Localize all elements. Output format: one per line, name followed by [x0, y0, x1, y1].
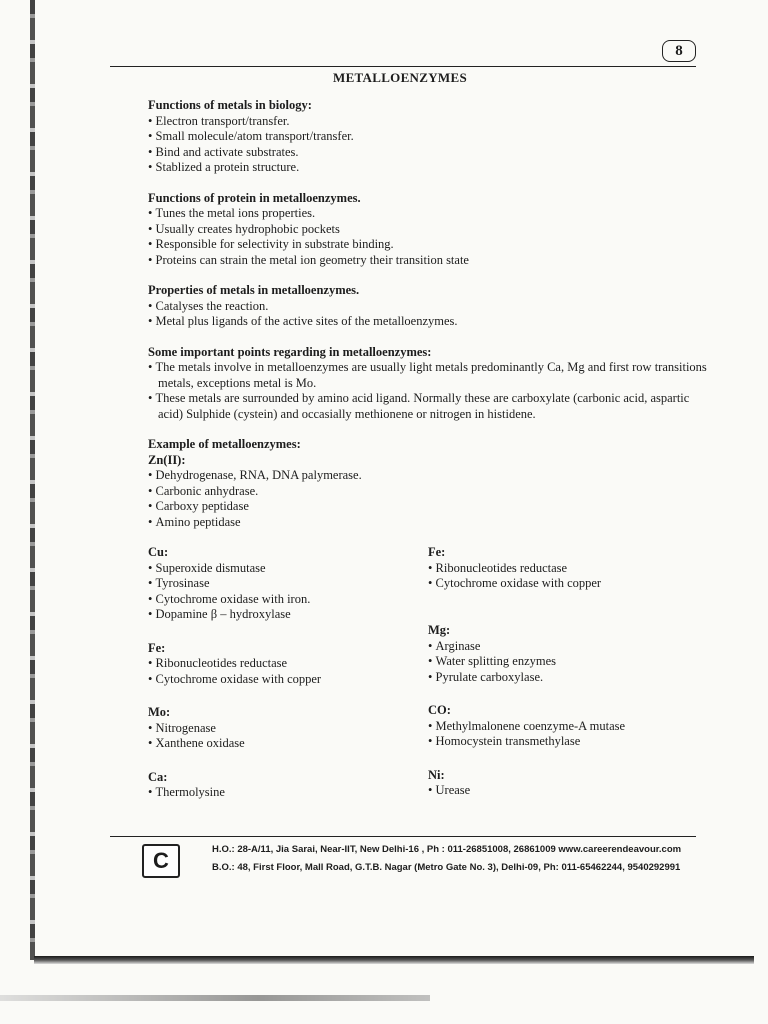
header-rule	[110, 66, 696, 67]
list-item: • Dehydrogenase, RNA, DNA palymerase.	[148, 468, 708, 484]
metal-group-mg	[428, 623, 708, 685]
scan-bottom-edge	[34, 956, 754, 964]
metal-group-co	[428, 703, 708, 750]
section-heading: Example of metalloenzymes:	[148, 437, 301, 451]
metal-group-ni	[428, 768, 708, 812]
footer-branch-office: B.O.: 48, First Floor, Mall Road, G.T.B. Nagar (Metro Gate No. 3), Delhi-09, Ph: 011-65462244, 9540292991	[212, 862, 681, 873]
list-item: • Water splitting enzymes	[428, 654, 708, 670]
metal-group-cu	[148, 545, 428, 623]
scan-bottom-artifact	[0, 995, 430, 1001]
footer-head-office: H.O.: 28-A/11, Jia Sarai, Near-IIT, New Delhi-16 , Ph : 011-26851008, 26861009 www.careerendeavour.com	[212, 844, 682, 855]
list-item: • Carbonic anhydrase.	[148, 484, 708, 500]
list-item: • Carboxy peptidase	[148, 499, 708, 515]
section-examples	[148, 437, 708, 530]
metal-label: Fe:	[148, 640, 166, 655]
list-item: • Nitrogenase	[148, 721, 428, 737]
metal-label: Mo:	[148, 705, 171, 719]
metal-label: CO:	[428, 703, 451, 717]
list-item: • Proteins can strain the metal ion geometry their transition state	[148, 253, 708, 269]
section-heading: Some important points regarding in metalloenzymes:	[148, 344, 432, 359]
section-functions-of-metals	[148, 98, 708, 176]
section-functions-of-protein	[148, 191, 708, 269]
list-item: • The metals involve in metalloenzymes are usually light metals predominantly Ca, Mg and first row transitions metals, exceptions metal is Mo.	[148, 360, 708, 391]
list-item: • Stablized a protein structure.	[148, 160, 708, 176]
list-item: • Dopamine β – hydroxylase	[148, 607, 428, 623]
metal-label-zn: Zn(II):	[148, 452, 186, 467]
list-item: • Thermolysine	[148, 785, 428, 801]
list-item: • Arginase	[428, 639, 708, 655]
list-item: • Tunes the metal ions properties.	[148, 206, 708, 222]
list-item: • Ribonucleotides reductase	[148, 656, 428, 672]
section-heading: Functions of protein in metalloenzymes.	[148, 190, 361, 205]
list-item: • Electron transport/transfer.	[148, 114, 708, 130]
list-item: • Ribonucleotides reductase	[428, 561, 708, 577]
list-item: • Pyrulate carboxylase.	[428, 670, 708, 686]
list-item: • Small molecule/atom transport/transfer.	[148, 129, 708, 145]
list-item: • Xanthene oxidase	[148, 736, 428, 752]
metal-label: Ca:	[148, 769, 168, 784]
section-heading: Functions of metals in biology:	[148, 98, 312, 112]
list-item: • Metal plus ligands of the active sites of the metalloenzymes.	[148, 314, 708, 330]
list-item: • Superoxide dismutase	[148, 561, 428, 577]
metal-group-mo	[148, 705, 428, 752]
metal-group-ca	[148, 770, 428, 814]
list-item: • These metals are surrounded by amino acid ligand. Normally these are carboxylate (carbonic acid, aspartic acid) Sulphide (cystein) and occasially methionene or nitrogen in histidene.	[148, 391, 708, 422]
list-item: • Bind and activate substrates.	[148, 145, 708, 161]
list-item: • Responsible for selectivity in substrate binding.	[148, 237, 708, 253]
scan-edge	[30, 0, 35, 960]
page-content	[148, 98, 708, 832]
list-item: • Cytochrome oxidase with copper	[148, 672, 428, 688]
career-endeavour-logo: C	[142, 844, 180, 878]
section-heading: Properties of metals in metalloenzymes.	[148, 283, 360, 297]
metal-label: Cu:	[148, 545, 169, 559]
page-title: METALLOENZYMES	[333, 70, 467, 85]
list-item: • Usually creates hydrophobic pockets	[148, 222, 708, 238]
section-properties-of-metals	[148, 283, 708, 330]
metal-examples-grid	[148, 545, 708, 832]
metal-group-fe	[148, 641, 428, 688]
footer-rule	[110, 836, 696, 837]
list-item: • Methylmalonene coenzyme-A mutase	[428, 719, 708, 735]
list-item: • Homocystein transmethylase	[428, 734, 708, 750]
metal-group-fe-right	[428, 545, 708, 605]
list-item: • Amino peptidase	[148, 515, 708, 531]
metal-label: Ni:	[428, 767, 445, 782]
page-number-badge: 8	[662, 40, 696, 62]
section-important-points	[148, 345, 708, 423]
list-item: • Catalyses the reaction.	[148, 299, 708, 315]
metal-label: Mg:	[428, 623, 451, 637]
right-column	[428, 545, 708, 832]
list-item: • Cytochrome oxidase with copper	[428, 576, 708, 592]
list-item: • Cytochrome oxidase with iron.	[148, 592, 428, 608]
list-item: • Tyrosinase	[148, 576, 428, 592]
left-column	[148, 545, 428, 832]
metal-label: Fe:	[428, 545, 446, 559]
list-item: • Urease	[428, 783, 708, 799]
